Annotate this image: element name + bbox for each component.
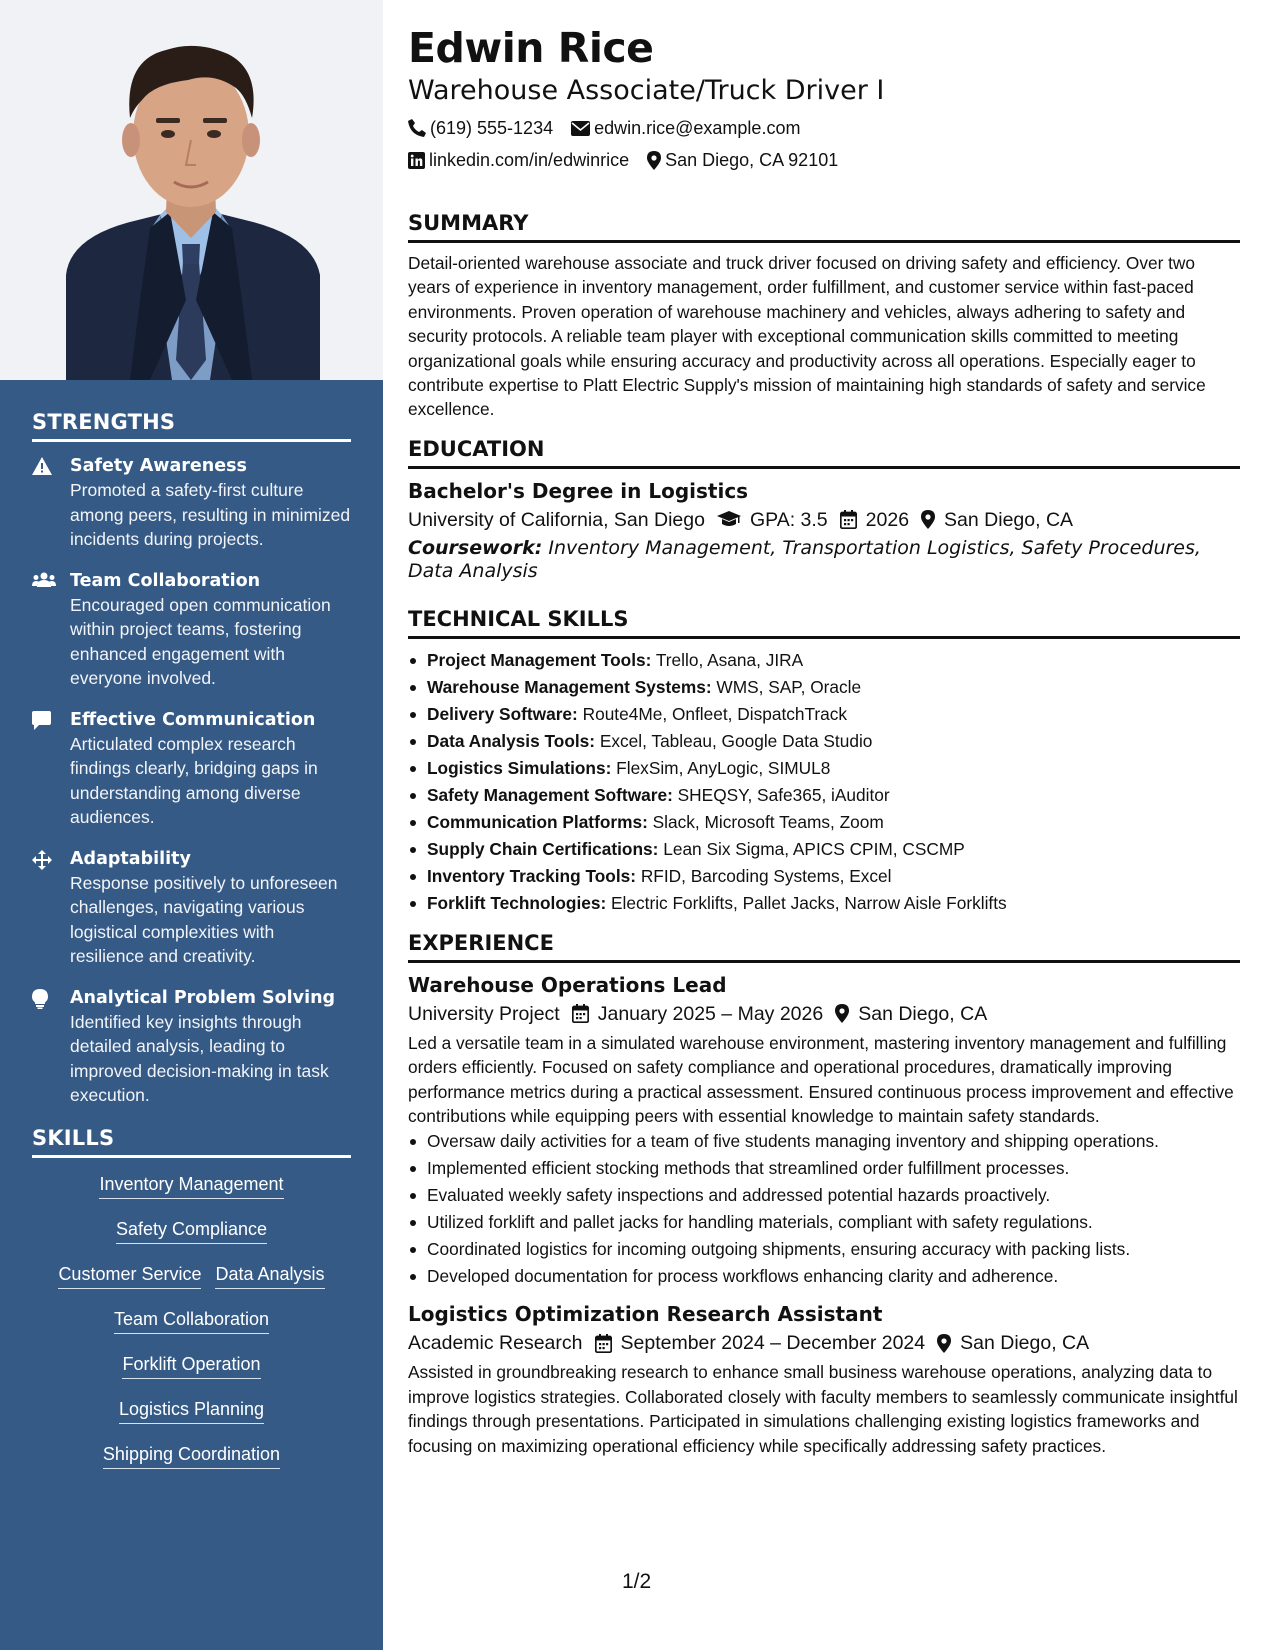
skills-heading: SKILLS [32,1126,351,1158]
sidebar-panel [0,380,383,1650]
linkedin-link[interactable]: linkedin.com/in/edwinrice [429,150,630,170]
job-title: Warehouse Associate/Truck Driver I [408,75,885,106]
list-item: Data Analysis Tools: Excel, Tableau, Google Data Studio [408,728,1240,755]
list-item: Implemented efficient stocking methods that streamlined order fulfillment processes. [408,1155,1240,1182]
job-title: Warehouse Operations Lead [408,972,727,997]
coursework-label: Coursework: [408,536,543,559]
strength-title: Effective Communication [70,709,316,730]
coursework-list: Inventory Management, Transportation Logistics, Safety Procedures, Data Analysis [408,536,1201,583]
calendar-icon [840,510,857,529]
lightbulb-icon [32,986,70,1108]
summary-text: Detail-oriented warehouse associate and truck driver focused on driving safety and efficiency. Over two years of experience in inventory management, order fulfillment, and customer service within fast-paced environments. Proven operation of warehouse machinery and vehicles, always adhering to safety and security protocols. A reliable team player with exceptional communication skills committed to meeting organizational goals while ensuring accuracy and productivity across all operations. Especially eager to contribute expertise to Platt Electric Supply's mission of maintaining high standards of safety and service excellence. [408,253,1206,420]
job-description: Led a versatile team in a simulated warehouse environment, mastering inventory management and fulfilling orders efficiently. Focused on safety compliance and operational procedures, dramatically improving performance metrics during a practical assessment. Ensured continuous process improvement and effective contributions while equipping peers with essential knowledge to maintain safety standards. [408,1032,1234,1127]
email-link[interactable]: edwin.rice@example.com [594,118,801,138]
job-location: San Diego, CA [960,1332,1090,1355]
job-dates: January 2025 – May 2026 [597,1002,824,1025]
map-pin-icon [835,1004,849,1023]
strength-title: Adaptability [70,848,191,869]
job-meta [408,999,1240,1029]
degree: Bachelor's Degree in Logistics [408,478,749,503]
strength-title: Safety Awareness [70,456,247,476]
summary-section [408,209,1240,422]
calendar-icon [595,1334,612,1353]
list-item: Coordinated logistics for incoming outgoing shipments, ensuring accuracy with packing lists. [408,1236,1240,1263]
map-pin-icon [647,151,661,170]
map-pin-icon [937,1334,951,1353]
strength-description: Response positively to unforeseen challenges, navigating various logistical complexities with resilience and creativity. [70,872,338,966]
technical-skills-list [408,647,1240,917]
users-icon [32,569,70,691]
list-item: Oversaw daily activities for a team of five students managing inventory and shipping operations. [408,1128,1240,1155]
skill-tag: Team Collaboration [114,1307,269,1334]
address: San Diego, CA 92101 [665,150,839,170]
technical-skills-section [408,605,1240,917]
job-description: Assisted in groundbreaking research to enhance small business warehouse operations, analyzing data to improve logistics strategies. Collaborated closely with faculty members to seamlessly communicate insightful findings through presentations. Participated in simulations challenging existing logistics frameworks and focusing on maximizing operational efficiency while specifically addressing safety practices. [408,1362,1238,1456]
job-dates: September 2024 – December 2024 [620,1332,926,1355]
education-meta [408,505,1240,535]
sidebar [0,0,383,1650]
job-location: San Diego, CA [858,1002,988,1025]
job-title: Logistics Optimization Research Assistant [408,1302,883,1327]
list-item: Utilized forklift and pallet jacks for handling materials, compliant with safety regulations. [408,1209,1240,1236]
map-pin-icon [921,510,935,529]
job-meta [408,1328,1240,1358]
list-item: Inventory Tracking Tools: RFID, Barcoding Systems, Excel [408,863,1240,890]
organization: University Project [408,1002,560,1025]
strength-item [32,569,351,691]
skill-tag: Forklift Operation [122,1352,260,1379]
calendar-icon [572,1004,589,1023]
strength-description: Encouraged open communication within project teams, fostering enhanced engagement with everyone involved. [70,594,331,688]
list-item: Evaluated weekly safety inspections and addressed potential hazards proactively. [408,1182,1240,1209]
organization: Academic Research [408,1332,583,1355]
job-entry [408,971,1240,1291]
list-item: Delivery Software: Route4Me, Onfleet, DispatchTrack [408,701,1240,728]
strength-description: Promoted a safety-first culture among peers, resulting in minimized incidents during projects. [70,480,351,549]
page-number: 1/2 [622,1570,652,1593]
list-item: Developed documentation for process workflows enhancing clarity and adherence. [408,1263,1240,1290]
skill-tag: Shipping Coordination [103,1442,280,1469]
list-item: Supply Chain Certifications: Lean Six Sigma, APICS CPIM, CSCMP [408,836,1240,863]
phone-number[interactable]: (619) 555-1234 [430,118,554,138]
contact-row [408,112,1240,144]
list-item: Logistics Simulations: FlexSim, AnyLogic, SIMUL8 [408,755,1240,782]
gpa: GPA: 3.5 [749,508,828,531]
strength-description: Articulated complex research findings clearly, bridging gaps in understanding among diverse audiences. [70,733,318,827]
education-location: San Diego, CA [944,508,1074,531]
strengths-heading: STRENGTHS [32,410,351,442]
phone-icon [408,119,426,137]
move-arrows-icon [32,847,70,969]
contact-row [408,144,1240,176]
skill-tag: Safety Compliance [116,1217,267,1244]
job-bullets [408,1128,1240,1290]
skill-tag: Logistics Planning [119,1397,264,1424]
education-section [408,435,1240,584]
list-item: Warehouse Management Systems: WMS, SAP, Oracle [408,674,1240,701]
envelope-icon [571,121,590,136]
warning-triangle-icon [32,454,70,552]
section-heading: EXPERIENCE [408,929,1240,963]
job-entry [408,1300,1240,1458]
strength-item [32,986,351,1108]
school: University of California, San Diego [408,508,705,531]
experience-section [408,929,1240,1458]
strength-title: Analytical Problem Solving [70,987,336,1008]
section-heading: EDUCATION [408,435,1240,469]
strength-title: Team Collaboration [70,570,261,591]
list-item: Project Management Tools: Trello, Asana, JIRA [408,647,1240,674]
coursework [408,537,1240,584]
section-heading: TECHNICAL SKILLS [408,605,1240,639]
strength-item [32,454,351,552]
skill-tag: Inventory Management [99,1172,283,1199]
profile-photo [0,0,383,380]
linkedin-icon [408,152,425,169]
list-item: Communication Platforms: Slack, Microsoft Teams, Zoom [408,809,1240,836]
list-item: Safety Management Software: SHEQSY, Safe365, iAuditor [408,782,1240,809]
graduation-year: 2026 [865,508,910,531]
graduation-cap-icon [717,511,741,528]
main-content [408,22,1240,1458]
skill-tag: Data Analysis [215,1262,324,1289]
strength-description: Identified key insights through detailed analysis, leading to improved decision-making in task execution. [70,1011,329,1105]
strength-item [32,847,351,969]
list-item: Forklift Technologies: Electric Forklifts, Pallet Jacks, Narrow Aisle Forklifts [408,890,1240,917]
speech-bubble-icon [32,708,70,830]
skill-tag: Customer Service [58,1262,201,1289]
candidate-name: Edwin Rice [408,24,654,72]
strength-item [32,708,351,830]
section-heading: SUMMARY [408,209,1240,243]
